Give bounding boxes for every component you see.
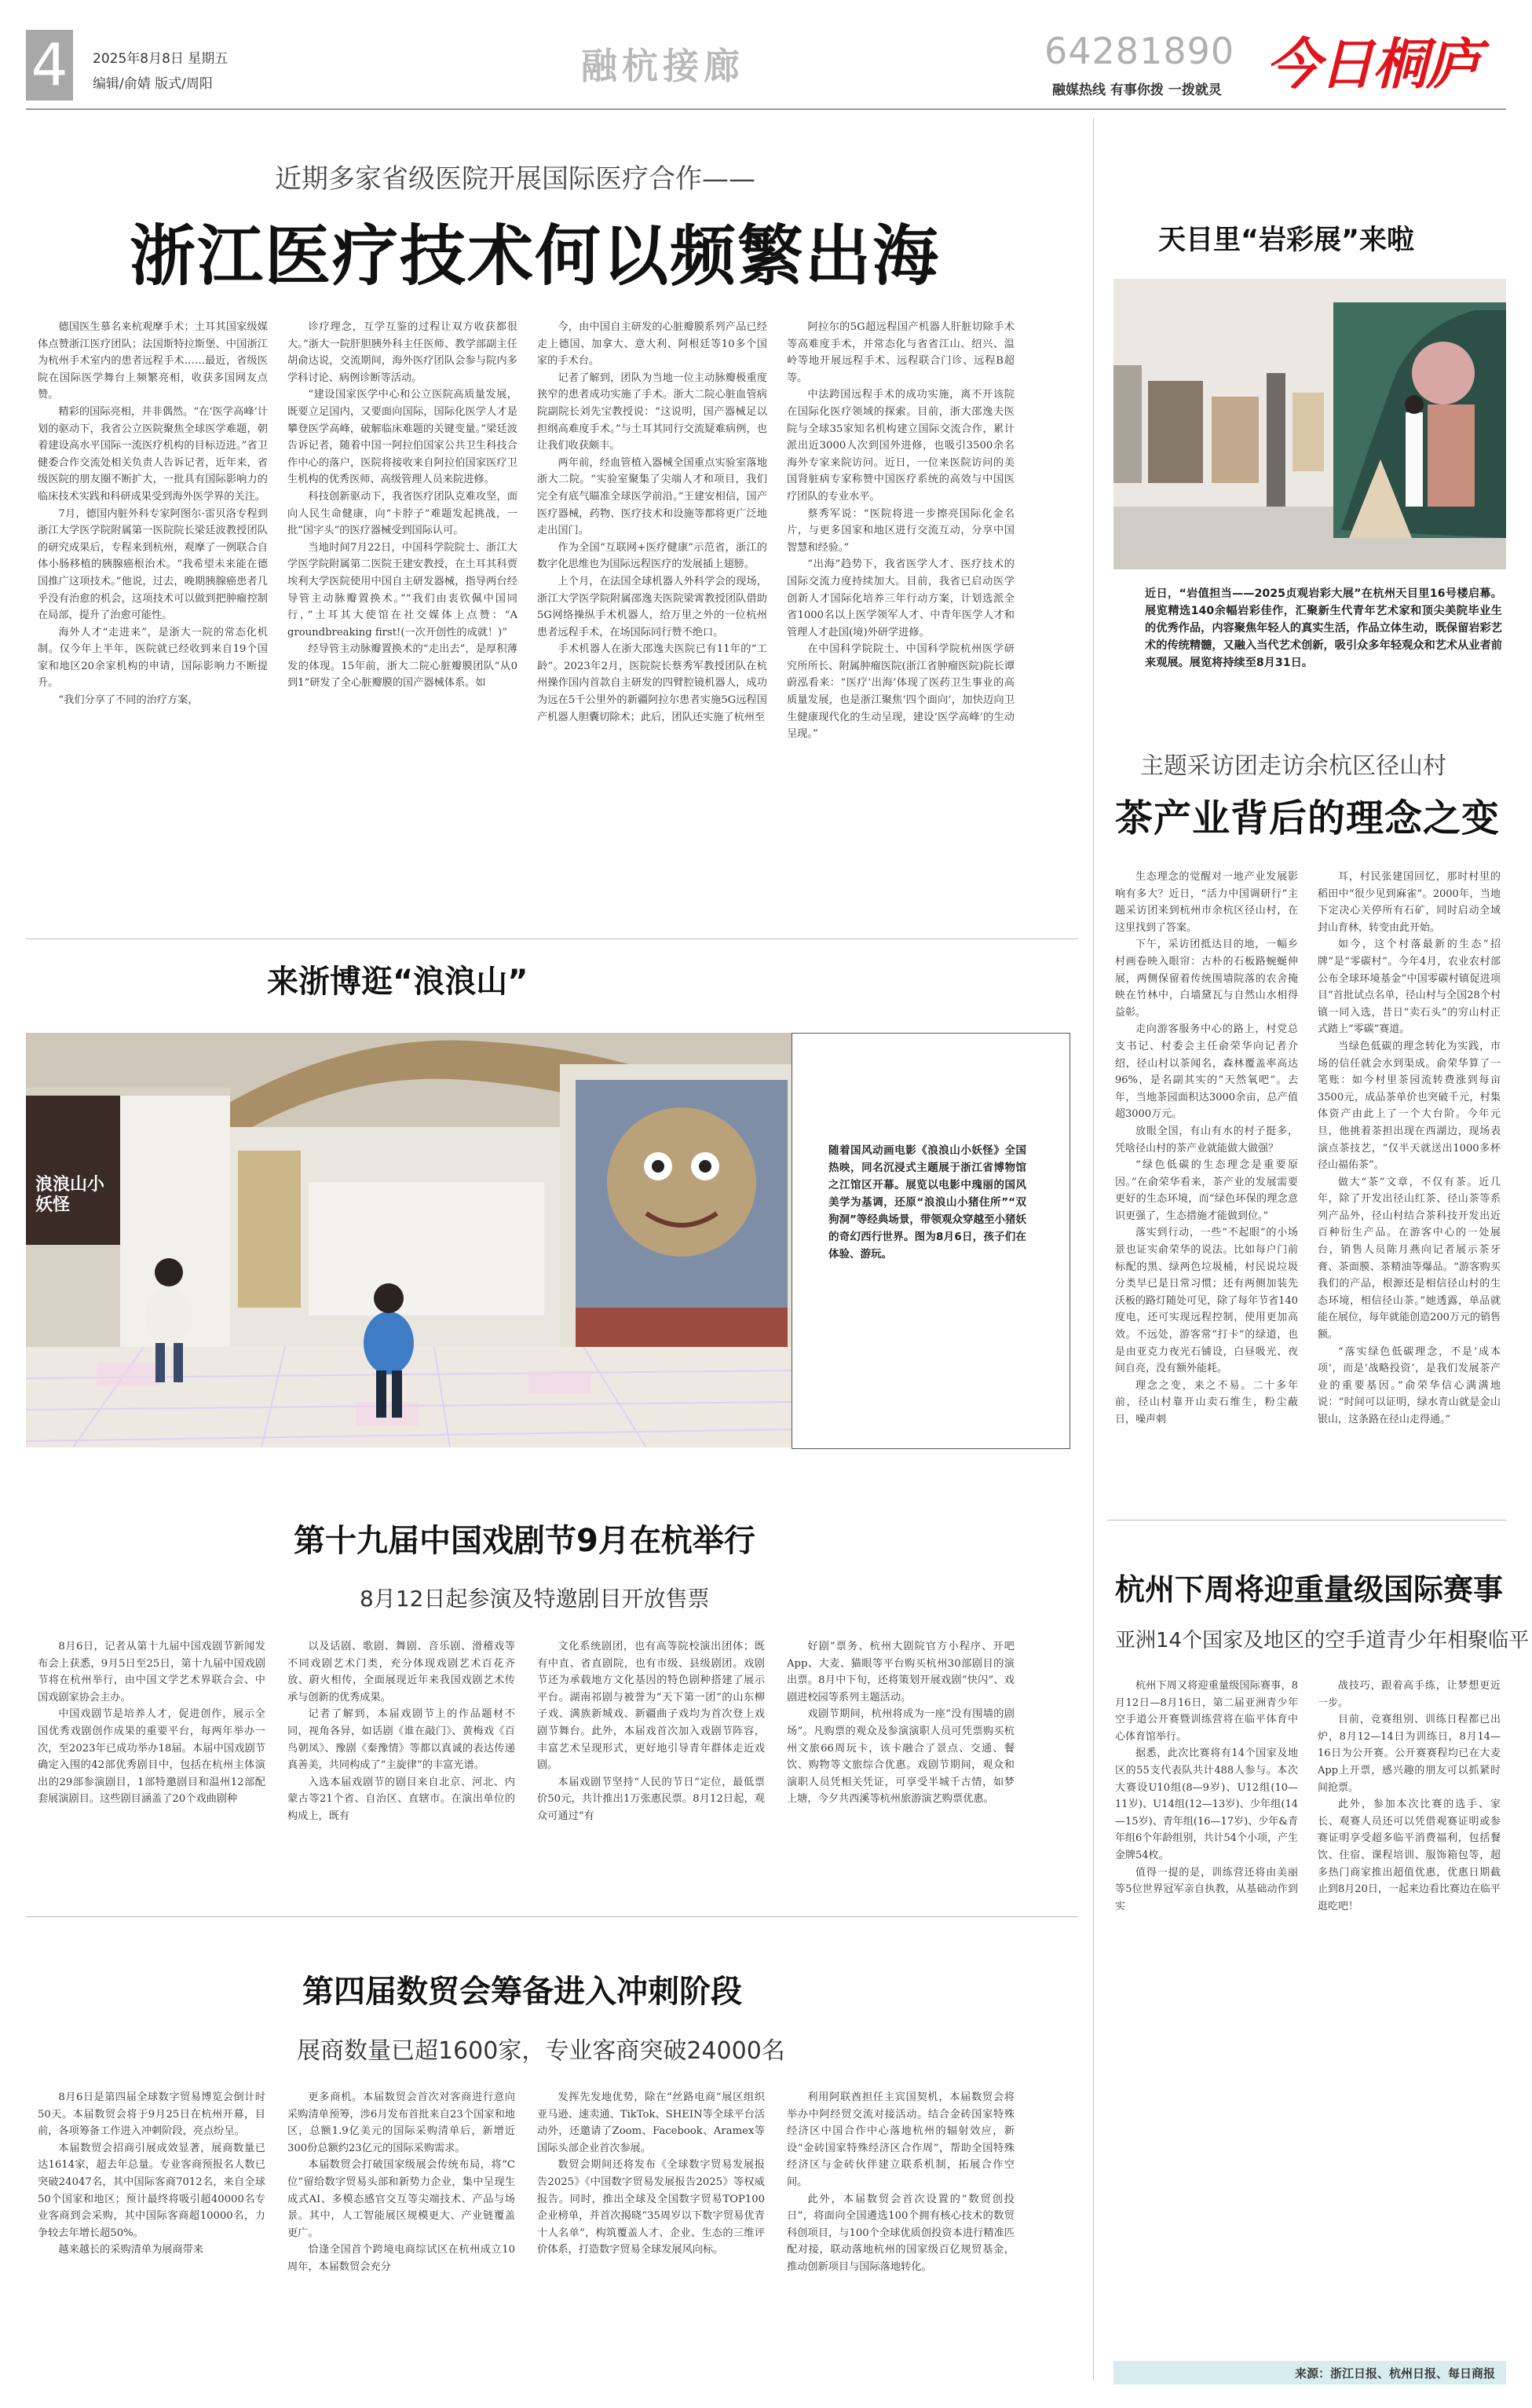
paragraph: 诊疗理念，互学互鉴的过程让双方收获都很大。”浙大一院肝胆胰外科主任医师、教学部副主任胡俞达说，交流期间，海外医疗团队会参与院内多学科讨论、病例诊断等活动。 [287,321,517,384]
paragraph: 科技创新驱动下，我省医疗团队克难攻坚，面向人民生命健康，向“卡脖子”难题发起挑战，一批“国字头”的医疗器械受到国际认可。 [287,490,517,537]
paragraph: 做大“茶”文章，不仅有茶。近几年，除了开发出径山红茶、径山茶等系列产品外，径山村结合茶科技开发出近百种衍生产品。在游客中心的一处展台，销售人员陈月燕向记者展示茶牙膏、茶面膜、茶精油等爆品。“游客购买我们的产品，根源还是相信径山村的生态环境，相信径山茶。”她透露，单品就能在展位，每年就能创造200万元的销售额。 [1318,1176,1501,1341]
article4-column-4 [787,2089,1015,2276]
paragraph: “我们分享了不同的治疗方案， [58,694,199,707]
sidebar2-bottom-rule [1107,1520,1506,1521]
hotline-slogan: 融媒热线 有事你拨 一拨就灵 [1052,82,1222,98]
article1-column-3 [537,319,767,726]
paragraph: “出海”趋势下，我省医学人才、医疗技术的国际交流力度持续加大。目前，我省已启动医学创新人才国际化培养三年行动方案，计划选派全省1000名以上医学领军人才、中青年医学人才和管理人才赴国(境)外研学进修。 [787,558,1015,639]
paragraph: 越来越长的采购清单为展商带来 [58,2244,204,2256]
article3-bottom-rule [26,1916,1078,1917]
sidebar-divider [1093,118,1094,2380]
sidebar1-headline: 天目里“岩彩展”来啦 [1158,225,1415,256]
date-line: 2025年8月8日 星期五 [93,51,229,67]
footer-bar [1113,2361,1506,2384]
paragraph: 两年前，经血管植入器械全国重点实验室落地浙大二院。“实验室聚集了尖端人才和项目，我们完全有底气瞄准全球医学前沿。”王建安相信，国产医疗器械，药物、医疗技术和设施等都将更广泛地走出国门。 [537,456,767,537]
header-rule [26,108,1506,110]
paragraph: 海外人才“走进来”，是浙大一院的常态化机制。仅今年上半年，医院就已经收到来自19个国家和地区20余家机构的申请，国际影响力不断提升。 [38,626,268,690]
article1-kicker: 近期多家省级医院开展国际医疗合作—— [275,163,755,195]
paragraph: 如今，这个村落最新的生态“招牌”是“零碳村”。今年4月，农业农村部公布全球环境基金“中国零碳村镇促进项目”首批试点名单，径山村与全国28个村镇一同入选，昔日“卖石头”的穷山村正式踏上“零碳”赛道。 [1318,939,1501,1036]
paragraph: 本届数贸会招商引展成效显著，展商数量已达1614家，超去年总量。专业客商预报名人数已突破24047名，其中国际客商7012名，来自全球50个国家和地区；预计最终将吸引超40000名专业客商到会采购，其中国际客商超10000名，力争较去年增长超50%。 [38,2142,265,2239]
article1-column-1 [38,319,268,709]
paragraph: 恰逢全国首个跨境电商综试区在杭州成立10周年，本届数贸会充分 [287,2244,515,2273]
article4-column-1 [38,2089,265,2259]
paragraph: 本届数贸会打破国家级展会传统布局，将“C位”留给数字贸易头部和新势力企业，集中呈现生成式AI、多模态感官交互等尖端技术、产品与场景。其中，人工智能展区规模更大、产业链覆盖更广。 [287,2159,515,2239]
paragraph: 当地时间7月22日，中国科学院院士、浙江大学医学院附属第二医院王建安教授，在土耳其科贾埃利大学医院使用中国自主研发器械，指导两台经导管主动脉瓣置换术。”“我们由衷钦佩中国同行，”土耳其大使馆在社交媒体上点赞：“A groundbreaking first!(一次开创性的成就！)” [287,541,517,639]
paragraph: 耳，村民张建国回忆，那时村里的稻田中“很少见到麻雀”。2000年，当地下定决心关停所有石矿，同时启动全域封山育林，转变由此开始。 [1318,871,1501,934]
article3-subhead: 8月12日起参演及特邀剧目开放售票 [360,1586,710,1612]
sidebar2-headline: 茶产业背后的理念之变 [1115,796,1501,840]
article4-subhead: 展商数量已超1600家，专业客商突破24000名 [297,2037,785,2065]
paragraph: 落实到行动，一些“不起眼”的小场景也证实俞荣华的说法。比如每户门前标配的黑、绿两色垃圾桶，村民说垃圾分类早已是日常习惯；还有两侧加装先沃板的路灯随处可见，除了每年节省140度电，还可实现远程控制，使用更加高效。不远处，游客常“打卡”的绿道，也是由亚克力夜光石铺设，白昼吸光、夜间自亮，没有额外能耗。 [1115,1227,1298,1375]
paragraph: 放眼全国，有山有水的村子挺多，凭啥径山村的茶产业就能做大做强？ [1115,1125,1298,1155]
paragraph: 手术机器人在浙大邵逸夫医院已有11年的“工龄”。2023年2月，医院院长蔡秀军教授团队在杭州操作国内首款自主研发的四臂腔镜机器人，成功为远在5千公里外的新疆阿拉尔患者实施5G远程国产机器人胆囊切除术；此后，团队还实施了杭州至 [537,643,767,723]
masthead-logo: 今日桐庐 [1266,31,1479,97]
paragraph: 以及话剧、歌剧、舞剧、音乐剧、滑稽戏等不同戏剧艺术门类，充分体现戏剧艺术百花齐放、蔚火相传，全面展现近年来我国戏剧艺术传承与创新的优秀成果。 [287,1641,515,1704]
footer-source: 来源：浙江日报、杭州日报、每日商报 [1294,2366,1495,2381]
langlang-mountain-photo [26,1033,792,1447]
article4-headline: 第四届数贸会筹备进入冲刺阶段 [302,1974,742,2010]
sidebar3-subhead: 亚洲14个国家及地区的空手道青少年相聚临平 [1115,1629,1530,1652]
paragraph: 走向游客服务中心的路上，村党总支书记、村委会主任俞荣华向记者介绍，径山村以茶闻名，森林覆盖率高达96%，是名副其实的“天然氧吧”。去年，当地茶园面积达3000余亩，总产值超3000万元。 [1115,1023,1298,1121]
paragraph: 蔡秀军说：“医院将进一步擦亮国际化金名片，与更多国家和地区进行交流互动，分享中国智慧和经验。” [787,507,1015,554]
paragraph: 戏剧节期间，杭州将成为一座“没有围墙的剧场”。凡购票的观众及参演演职人员可凭票购买杭州文旅66周玩卡，该卡融合了景点、交通、餐饮、购物等文旅综合优惠。戏剧节期间，观众和演职人员凭相关凭证，可享受半城千古情，如梦上塘，今夕共西溪等杭州旅游演艺购票优惠。 [787,1708,1015,1806]
paragraph: 好剧”票务、杭州大剧院官方小程序、开吧App、大麦、猫眼等平台购买杭州30部剧目的演出票。8月中下旬，还将策划开展戏剧“快闪”、戏剧进校园等系列主题活动。 [787,1641,1015,1704]
paragraph: 发挥先发地优势，除在“丝路电商”展区组织亚马逊、速卖通、TikTok、SHEIN等全球平台活动外，还邀请了Zoom、Facebook、Aramex等国际头部企业首次参展。 [537,2091,765,2154]
sidebar2-column-1 [1115,869,1298,1429]
paragraph: 杭州下周又将迎重量级国际赛事，8月12日—8月16日，第二届亚洲青少年空手道公开赛暨训练营将在临平体育中心体育馆举行。 [1115,1680,1298,1743]
sidebar2-kicker: 主题采访团走访余杭区径山村 [1140,752,1446,780]
sidebar2-column-2 [1318,869,1501,1429]
paragraph: 在中国科学院院士、中国科学院杭州医学研究所所长、附属肿瘤医院(浙江省肿瘤医院)院长谭蔚泓看来：“医疗‘出海’体现了医药卫生事业的高质量发展，也是浙江聚焦‘四个面向’，加快迈向卫生健康现代化的生动呈现，建设‘医学高峰’的生动呈现。” [787,643,1015,741]
paragraph: 7月，德国内脏外科专家阿图尔·雷贝洛专程到浙江大学医学院附属第一医院院长梁廷波教授团队的研究成果后，专程来到杭州，观摩了一例联合自体小肠移植的胰腺癌根治术。“我希望未来能在德国推广这项技术。”他说，过去，晚期胰腺癌患者几乎没有治愈的机会，这项技术可以做到把肿瘤控制在局部，提升了治愈可能性。 [38,507,268,622]
page-number: 4 [31,31,68,99]
paragraph: 数贸会期间还将发布《全球数字贸易发展报告2025》《中国数字贸易发展报告2025》等权威报告。同时，推出全球及全国数字贸易TOP100企业榜单，并首次揭晓“35周岁以下数字贸易优青十人名单”，构筑覆盖人才、企业、生态的三维评价体系，打造数字贸易全球发展风向标。 [537,2159,765,2256]
article2-caption-box [792,1033,1070,1449]
paragraph: 记者了解到，团队为当地一位主动脉瓣极重度狭窄的患者成功实施了手术。浙大二院心脏血管病院副院长刘先宝教授说：“这说明，国产器械足以担纲高难度手术。”与土耳其同行交流疑难病例，也让我们收获颇丰。 [537,371,767,452]
paragraph: 更多商机。本届数贸会首次对客商进行意向采购清单预筹，涉6月发布首批来自23个国家和地区，总额1.9亿美元的国际采购清单后，新增近300份总额约23亿元的国际采购需求。 [287,2091,515,2154]
paragraph: 入选本届戏剧节的剧目来自北京、河北、内蒙古等21个省、自治区、直辖市。在演出单位的构成上，既有 [287,1776,515,1822]
exhibit-sign-text: 浪浪山小妖怪 [35,1174,105,1215]
paragraph: 当绿色低碳的理念转化为实践，市场的信任就会水到渠成。俞荣华算了一笔账：如今村里茶园流转费涨到每亩3500元，成品茶单价也突破千元，村集体资产由此上了一个大台阶。今年元旦，他挑着茶担出现在西湖边，现场表演点茶技艺，“仅半天就送出1000多杯径山福佑茶”。 [1318,1040,1501,1172]
article3-column-2 [287,1638,515,1825]
paragraph: 作为全国“互联网+医疗健康”示范省，浙江的数字化思维也为国际远程医疗的发展插上翅膀。 [537,541,767,571]
hotline-number: 64281890 [1044,30,1235,72]
sidebar3-column-1 [1115,1678,1298,1915]
paragraph: 文化系统剧团，也有高等院校演出团体；既有中直、省直剧院，也有市级、县级剧团。戏剧节还为承载地方文化基因的特色剧种搭建了展示平台。湖南祁剧与被誉为“天下第一团”的山东柳子戏、满族新城戏、新疆曲子戏均为首次登上戏剧节舞台。此外，本届戏首次加入戏剧节阵容，丰富艺术呈现形式，更好地引导青年群体走近戏剧。 [537,1641,765,1772]
paragraph: 中法跨国远程手术的成功实施，离不开该院在国际化医疗领域的探索。目前，浙大邵逸夫医院与全球35家知名机构建立国际交流合作，累计派出近3000人次到国外进修，也吸引3500余名海外专家来院访问。近日，一位来医院访问的美国肾脏病专家称赞中国医疗系统的高效与中国医疗团队的专业水平。 [787,389,1015,503]
section-title: 融杭接廊 [581,45,744,87]
article1-column-4 [787,319,1015,743]
paragraph: 目前，竞赛组别、训练日程都已出炉，8月12—14日为训练日，8月14—16日为公开赛。公开赛赛程均已在大麦App上开票，感兴趣的朋友可以抓紧时间抢票。 [1318,1714,1501,1794]
paragraph: 中国戏剧节是培养人才，促进创作，展示全国优秀戏剧创作成果的重要平台，每两年举办一次，至2023年已成功举办18届。本届中国戏剧节确定入围的42部优秀剧目中，包括在杭州主体演出的29部参演剧目，1部特邀剧目和温州12部配套展演剧目。这些剧目涵盖了20个戏曲剧种 [38,1708,265,1806]
article4-column-3 [537,2089,765,2259]
paragraph: 此外，参加本次比赛的选手、家长、观赛人员还可以凭借观赛证明或参赛证明享受超多临平消费福利，包括餐饮、住宿、课程培训、服饰箱包等，超多热门商家推出超值优惠，优惠日期截止到8月20日，一起来边看比赛边在临平逛吃吧！ [1318,1799,1501,1912]
paragraph: 值得一提的是，训练营还将由美丽等5位世界冠军亲自执教，从基础动作到实 [1115,1866,1298,1912]
paragraph: 记者了解到，本届戏剧节上的作品题材不同，视角各异，如话剧《谁在敲门》、黄梅戏《百鸟朝凤》、豫剧《秦豫情》等都以真诚的表达传递真善美，共同构成了“主旋律”的丰富光谱。 [287,1708,515,1772]
article3-column-3 [537,1638,765,1825]
article1-headline: 浙江医疗技术何以频繁出海 [130,218,941,295]
paragraph: “落实绿色低碳理念，不是‘成本项’，而是‘战略投资’，是我们发展茶产业的重要基因。”俞荣华信心满满地说：“时间可以证明，绿水青山就是金山银山，这条路在径山走得通。” [1318,1345,1501,1425]
article1-column-2 [287,319,517,692]
editor-line: 编辑/俞婧 版式/周阳 [93,76,213,92]
paragraph: 下午，采访团抵达目的地，一幅乡村画卷映入眼帘：古朴的石板路蜿蜒伸展，两侧保留着传统围墙院落的农舍掩映在竹林中，白墙黛瓦与自然山水相得益彰。 [1115,939,1298,1019]
sidebar3-headline: 杭州下周将迎重量级国际赛事 [1115,1572,1504,1607]
paragraph: 上个月，在法国全球机器人外科学会的现场，浙江大学医学院附属邵逸夫医院梁霄教授团队借助5G网络操纵手术机器人，给万里之外的一位杭州患者远程手术，在场国际同行赞不绝口。 [537,575,767,639]
paragraph: 今，由中国自主研发的心脏瓣膜系列产品已经走上德国、加拿大、意大利、阿根廷等10多个国家的手术台。 [537,321,767,368]
page-header [0,0,1532,114]
article3-headline: 第十九届中国戏剧节9月在杭举行 [294,1523,755,1559]
paragraph: 战技巧，跟着高手练，让梦想更近一步。 [1318,1680,1501,1709]
paragraph: 经导管主动脉瓣置换术的“走出去”，是厚积薄发的体现。15年前，浙大二院心脏瓣膜团队“从0到1”研发了全心脏瓣膜的国产器械体系。如 [287,643,517,690]
article2-headline: 来浙博逛“浪浪山” [267,964,528,1000]
rock-color-exhibition-photo [1113,279,1506,569]
article4-column-2 [287,2089,515,2276]
paragraph: 德国医生慕名来杭观摩手术；土耳其国家级媒体点赞浙江医疗团队；法国斯特拉斯堡、中国浙江为杭州手术室内的患者远程手术……最近，省级医院在国际医学舞台上频繁亮相，收获多国网友点赞。 [38,321,268,401]
paragraph: 8月6日，记者从第十九届中国戏剧节新闻发布会上获悉，9月5日至25日，第十九届中国戏剧节将在杭州举行，由中国文学艺术界联合会、中国戏剧家协会主办。 [38,1641,265,1704]
paragraph: “绿色低碳的生态理念是重要原因。”在俞荣华看来，茶产业的发展需要更好的生态环境，而“绿色环保的理念意识更强了，生态措施才能做到位。” [1115,1159,1298,1222]
article3-column-4 [787,1638,1015,1808]
paragraph: 本届戏剧节坚持“人民的节日”定位，最低票价50元，共计推出1万张惠民票。8月12日起，观众可通过“有 [537,1776,765,1822]
sidebar1-caption: 近日，“岩值担当——2025贞观岩彩大展”在杭州天目里16号楼启幕。展览精选140余幅岩彩佳作，汇聚新生代青年艺术家和顶尖美院毕业生的优秀作品，内容聚焦年轻人的真实生活，作品立体生动，既保留岩彩艺术的传统精髓，又融入当代艺术创新，吸引众多年轻观众和艺术从业者前来观展。展览将持续至8月31日。 [1145,587,1502,669]
paragraph: “建设国家医学中心和公立医院高质量发展，既要立足国内，又要面向国际，国际化医学人才是攀登医学高峰，破解临床难题的关键变量。”梁廷波告诉记者，随着中国一阿拉伯国家公共卫生科技合作中心的落户，医院将接收来自阿拉伯国家医疗卫生机构的优秀医师、高级管理人员来院进修。 [287,389,517,486]
article3-column-1 [38,1638,265,1808]
page-number-box [26,30,73,101]
paragraph: 8月6日是第四届全球数字贸易博览会倒计时50天。本届数贸会将于9月25日在杭州开幕，目前，各项筹备工作进入冲刺阶段，亮点纷呈。 [38,2091,265,2138]
paragraph: 阿拉尔的5G超远程国产机器人肝脏切除手术等高难度手术，并常态化与省省江山、绍兴、温岭等地开展远程手术、远程联合门诊、远程B超等。 [787,321,1015,384]
paragraph: 据悉，此次比赛将有14个国家及地区的55支代表队共计488人参与。本次大赛设U10组(8—9岁)、U12组(10—11岁)、U14组(12—13岁)、少年组(14—15岁)、青年组(16—17岁)、少年&青年组6个年龄组别，共计54个小项，产生金牌54枚。 [1115,1747,1298,1861]
paragraph: 生态理念的觉醒对一地产业发展影响有多大？近日，“活力中国调研行”主题采访团来到杭州市余杭区径山村，在这里找到了答案。 [1115,871,1298,934]
paragraph: 利用阿联酋担任主宾国契机，本届数贸会将举办中阿经贸交流对接活动。结合金砖国家特殊经济区中国合作中心落地杭州的辐射效应，新设“金砖国家特殊经济区合作周”，帮助全国特殊经济区与金砖伙伴建立联系机制，拓展合作空间。 [787,2091,1015,2188]
paragraph: 此外，本届数贸会首次设置的“数贸创投日”，将面向全国遴选100个拥有核心技术的数贸科创项目，与100个全球优质创投资本进行精准匹配对接，联动落地杭州的国家级百亿规贸基金，推动创新项目与国际落地转化。 [787,2193,1015,2273]
paragraph: 理念之变，来之不易。二十多年前，径山村靠开山卖石维生，粉尘蔽日，噪声刺 [1115,1379,1298,1425]
paragraph: 精彩的国际亮相，并非偶然。“在‘医学高峰’计划的驱动下，我省公立医院聚焦全球医学难题，朝着建设高水平国际一流医疗机构的目标迈进。”省卫健委合作交流处相关负责人告诉记者，近年来，省级医院的朋友圈不断扩大，一批具有国际影响力的临床技术实践和科研成果受到海外医学界的关注。 [38,405,268,503]
article2-caption: 随着国风动画电影《浪浪山小妖怪》全国热映，同名沉浸式主题展于浙江省博物馆之江馆区开幕。展览以电影中瑰丽的国风美学为基调，还原“浪浪山小猪住所”“双狗洞”等经典场景，带领观众穿越至小猪妖的奇幻西行世界。图为8月6日，孩子们在体验、游玩。 [828,1144,1026,1261]
sidebar3-column-2 [1318,1678,1501,1915]
